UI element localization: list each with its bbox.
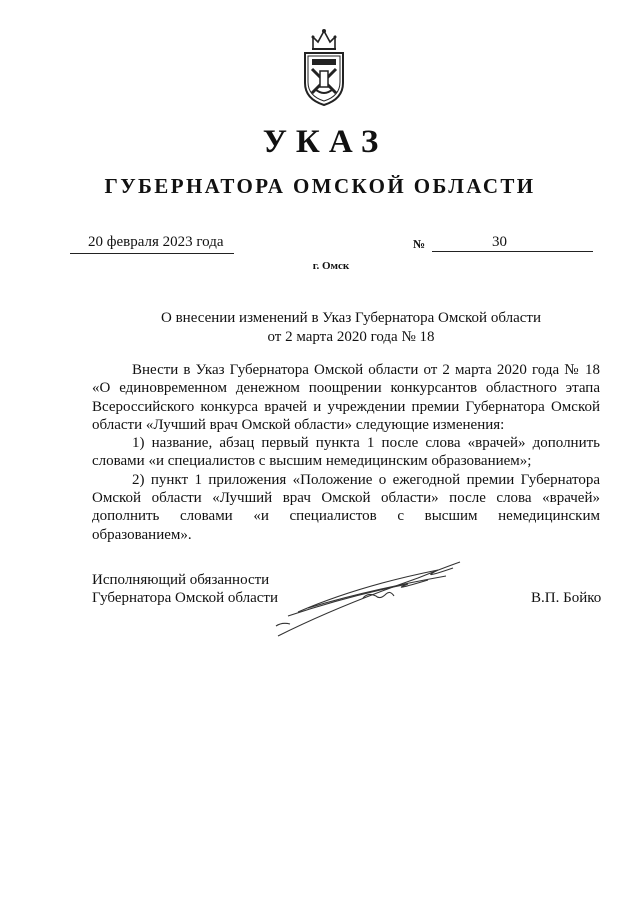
position-line-1: Исполняющий обязанности [92,572,270,588]
signatory-position [92,571,278,607]
body-paragraph: Внести в Указ Губернатора Омской области от 2 марта 2020 года № 18 «О единовременном денежном поощрении конкурсантов областного этапа Всероссийского конкурса врачей и учреждении премии Губернатора Омской области «Лучший врач Омской области» следующие изменения: [92,362,600,433]
decree-subject [0,309,640,347]
subject-line-2: от 2 марта 2020 года № 18 [267,329,435,345]
subject-line-1: О внесении изменений в Указ Губернатора Омской области [161,310,541,326]
handwritten-signature-icon [268,556,468,642]
position-line-2: Губернатора Омской области [92,590,278,606]
decree-date: 20 февраля 2023 года [88,234,224,250]
omsk-coat-of-arms-icon [299,27,349,107]
document-subtitle: ГУБЕРНАТОРА ОМСКОЙ ОБЛАСТИ [104,174,536,198]
document-title: УКАЗ [262,124,388,160]
body-paragraph: 1) название, абзац первый пункта 1 после слова «врачей» дополнить словами «и специалистов с высшим немедицинским образованием»; [92,435,600,470]
signatory-name: В.П. Бойко [531,590,602,606]
number-sign: № [413,237,426,251]
decree-number: 30 [492,234,507,250]
city-label: г. Омск [312,260,350,272]
decree-body [92,361,600,544]
body-paragraph: 2) пункт 1 приложения «Положение о ежегодной премии Губернатора Омской области «Лучший врач Омской области» после слова «врачей» дополнить словами «и специалистов с высшим немедицинским образованием». [92,471,600,543]
